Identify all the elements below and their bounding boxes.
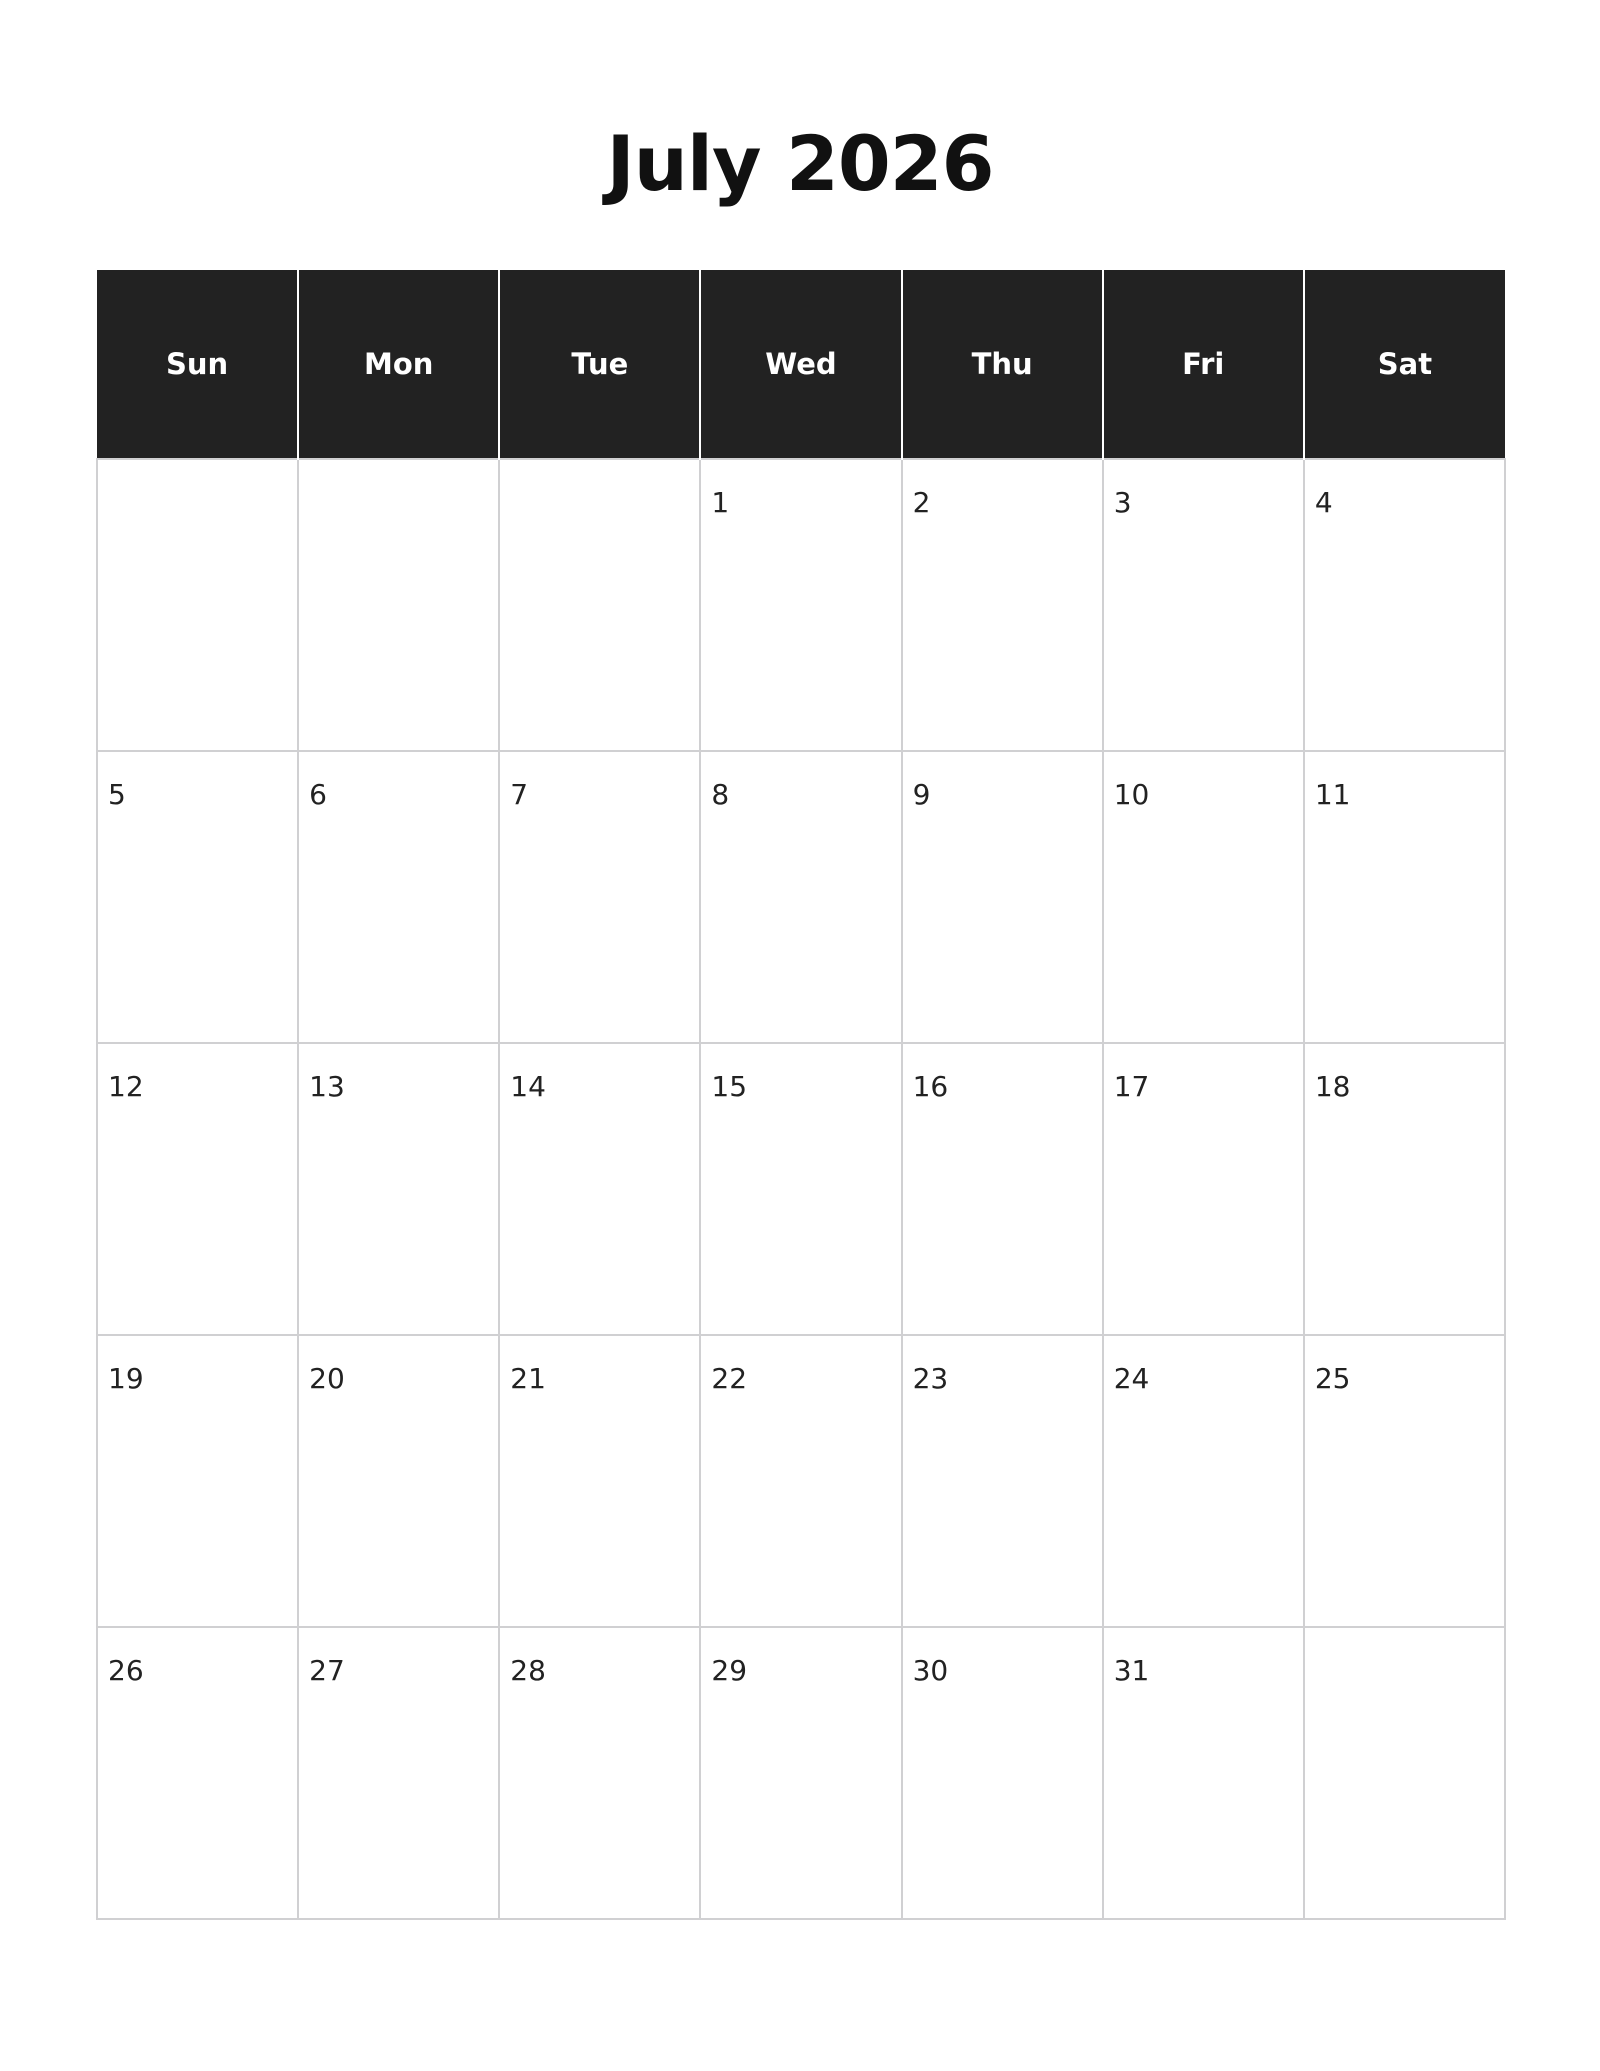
calendar-grid [96, 270, 1506, 1920]
day-cell [902, 459, 1103, 751]
day-cell [499, 459, 700, 751]
day-cell [700, 459, 901, 751]
week-row [97, 1335, 1505, 1627]
day-number: 28 [510, 1654, 546, 1687]
week-row [97, 1043, 1505, 1335]
day-number: 31 [1113, 1654, 1150, 1687]
day-number: 20 [309, 1362, 345, 1395]
day-number [98, 460, 297, 486]
day-number: 27 [309, 1654, 345, 1687]
day-cell [902, 1335, 1103, 1627]
day-number [299, 460, 498, 486]
weekday-header-sat: Sat [1304, 270, 1505, 459]
day-cell [499, 1043, 700, 1335]
day-number: 25 [1314, 1362, 1351, 1395]
day-number: 5 [108, 778, 126, 811]
weekday-header-mon: Mon [298, 270, 499, 459]
day-number [1305, 1628, 1504, 1654]
day-number: 8 [711, 778, 730, 811]
week-row [97, 1627, 1505, 1919]
day-cell [97, 1627, 298, 1919]
day-number: 17 [1113, 1070, 1150, 1103]
day-cell [298, 459, 499, 751]
day-cell [499, 751, 700, 1043]
day-cell [499, 1627, 700, 1919]
day-cell [298, 751, 499, 1043]
day-number: 4 [1314, 486, 1333, 519]
day-cell [1103, 1335, 1304, 1627]
day-number: 10 [1113, 778, 1150, 811]
day-cell [97, 459, 298, 751]
day-number: 15 [711, 1070, 748, 1103]
weekday-header-row [97, 270, 1505, 459]
day-number: 9 [912, 778, 931, 811]
day-cell [700, 1627, 901, 1919]
day-cell [1304, 459, 1505, 751]
day-number: 6 [309, 778, 327, 811]
day-number: 30 [912, 1654, 949, 1687]
day-number: 19 [108, 1362, 144, 1395]
day-cell [1304, 1335, 1505, 1627]
day-number: 1 [711, 486, 730, 519]
day-cell [902, 751, 1103, 1043]
day-cell [902, 1627, 1103, 1919]
calendar-body [97, 459, 1505, 1919]
day-cell [1304, 1627, 1505, 1919]
day-cell [97, 1335, 298, 1627]
day-cell [298, 1627, 499, 1919]
day-number: 26 [108, 1654, 144, 1687]
day-cell [97, 751, 298, 1043]
day-cell [97, 1043, 298, 1335]
day-number [500, 460, 699, 486]
day-cell [700, 751, 901, 1043]
day-cell [499, 1335, 700, 1627]
day-cell [1103, 1043, 1304, 1335]
weekday-header-thu: Thu [902, 270, 1103, 459]
weekday-header-fri: Fri [1103, 270, 1304, 459]
day-cell [1304, 1043, 1505, 1335]
day-number: 14 [510, 1070, 546, 1103]
day-cell [1103, 459, 1304, 751]
day-cell [298, 1335, 499, 1627]
calendar-title: July 2026 [606, 118, 994, 208]
day-number: 12 [108, 1070, 144, 1103]
day-number: 23 [912, 1362, 949, 1395]
day-number: 18 [1314, 1070, 1351, 1103]
day-number: 21 [510, 1362, 546, 1395]
day-cell [700, 1335, 901, 1627]
day-cell [902, 1043, 1103, 1335]
day-cell [700, 1043, 901, 1335]
week-row [97, 751, 1505, 1043]
day-number: 3 [1113, 486, 1132, 519]
weekday-header-sun: Sun [97, 270, 298, 459]
weekday-header-wed: Wed [700, 270, 901, 459]
day-number: 16 [912, 1070, 949, 1103]
day-number: 24 [1113, 1362, 1150, 1395]
day-cell [1304, 751, 1505, 1043]
day-number: 2 [912, 486, 931, 519]
weekday-header-tue: Tue [499, 270, 700, 459]
day-number: 11 [1314, 778, 1351, 811]
day-cell [298, 1043, 499, 1335]
day-number: 22 [711, 1362, 748, 1395]
day-number: 7 [510, 778, 529, 811]
day-cell [1103, 751, 1304, 1043]
day-cell [1103, 1627, 1304, 1919]
day-number: 13 [309, 1070, 345, 1103]
day-number: 29 [711, 1654, 748, 1687]
week-row [97, 459, 1505, 751]
